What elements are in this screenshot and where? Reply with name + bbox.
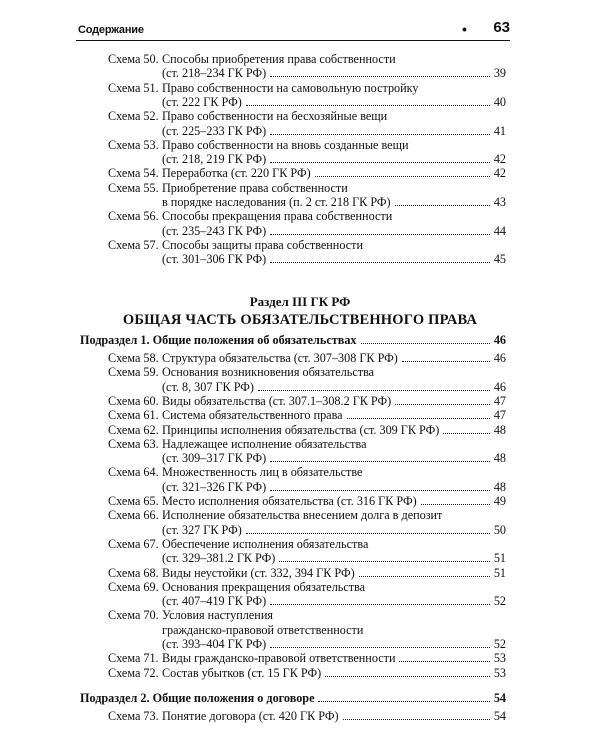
page-number: 63 (493, 19, 510, 36)
article-reference: (ст. 309–317 ГК РФ) (162, 451, 267, 466)
toc-entry-continuation[interactable] (162, 66, 506, 80)
leader-dots (279, 561, 490, 562)
scheme-title: Способы прекращения права собственности (162, 209, 393, 224)
scheme-page: 48 (493, 451, 506, 466)
scheme-number: Схема 56. (108, 209, 159, 224)
leader-dots (246, 105, 490, 106)
scheme-page: 50 (493, 522, 506, 537)
article-reference: (ст. 321–326 ГК РФ) (162, 479, 267, 494)
toc-entry-continuation[interactable] (162, 623, 506, 637)
scheme-title: Исполнение обязательства внесением долга в депозит (162, 508, 443, 523)
article-reference: (ст. 329–381.2 ГК РФ) (162, 551, 276, 566)
article-reference: (ст. 222 ГК РФ) (162, 94, 242, 109)
scheme-page: 48 (493, 422, 506, 437)
toc-entry-continuation[interactable] (162, 252, 506, 266)
toc-entry[interactable] (108, 580, 506, 594)
scheme-title: Основания возникновения обязательства (162, 365, 375, 380)
scheme-page: 42 (493, 166, 506, 181)
article-reference: (ст. 225–233 ГК РФ) (162, 123, 267, 138)
toc-entry-continuation[interactable] (162, 594, 506, 608)
scheme-title: Способы приобретения права собственности (162, 52, 396, 66)
toc-entry-continuation[interactable] (162, 451, 506, 465)
subsection-1-title: Подраздел 1. Общие положения об обязательствах (80, 333, 357, 347)
scheme-page: 51 (493, 551, 506, 566)
scheme-title: Способы защиты права собственности (162, 237, 363, 252)
toc-entry-continuation[interactable] (162, 224, 506, 238)
leader-dots (270, 262, 490, 263)
subsection-2-page: 54 (493, 691, 506, 705)
scheme-number: Схема 64. (108, 465, 159, 480)
toc-entry-continuation[interactable] (162, 95, 506, 109)
scheme-title: Приобретение права собственности (162, 180, 348, 195)
toc-entry[interactable] (108, 537, 506, 551)
scheme-number: Схема 50. (108, 52, 159, 66)
scheme-number: Схема 60. (108, 393, 159, 408)
toc-entry[interactable] (108, 465, 506, 479)
toc-entry[interactable] (108, 566, 506, 580)
scheme-number: Схема 53. (108, 137, 159, 152)
scheme-number: Схема 67. (108, 536, 159, 551)
scheme-page: 46 (493, 379, 506, 394)
toc-entry[interactable] (108, 81, 506, 95)
article-reference: (ст. 218, 219 ГК РФ) (162, 152, 267, 167)
scheme-number: Схема 54. (108, 166, 159, 181)
scheme-number: Схема 63. (108, 436, 159, 451)
toc-entry[interactable] (108, 138, 506, 152)
scheme-page: 52 (493, 637, 506, 651)
toc-entry[interactable] (108, 651, 506, 665)
scheme-number: Схема 61. (108, 408, 159, 423)
scheme-number: Схема 70. (108, 608, 159, 623)
scheme-number: Схема 71. (108, 651, 159, 666)
article-reference: (ст. 327 ГК РФ) (162, 522, 242, 537)
toc-subsection-2[interactable] (80, 691, 506, 705)
toc-entry[interactable] (108, 608, 506, 622)
toc-entry[interactable] (108, 52, 506, 66)
scheme-title: Надлежащее исполнение обязательства (162, 436, 367, 451)
leader-dots (270, 234, 490, 235)
scheme-page: 54 (493, 709, 506, 723)
scheme-number: Схема 52. (108, 109, 159, 124)
toc-entry-continuation[interactable] (162, 480, 506, 494)
leader-dots (270, 604, 490, 605)
toc-entry[interactable] (108, 508, 506, 522)
subsection-1-page: 46 (493, 333, 506, 347)
article-reference: (ст. 393–404 ГК РФ) (162, 637, 267, 651)
scheme-page: 49 (493, 494, 506, 508)
scheme-page: 53 (493, 665, 506, 680)
article-reference: (ст. 301–306 ГК РФ) (162, 252, 267, 267)
scheme-page: 44 (493, 223, 506, 238)
leader-dots (270, 134, 490, 135)
toc-entry-continuation[interactable] (162, 380, 506, 394)
scheme-page: 41 (493, 123, 506, 138)
toc-entry[interactable] (108, 666, 506, 680)
scheme-page: 43 (493, 195, 506, 209)
scheme-title: Множественность лиц в обязательстве (162, 465, 363, 480)
leader-dots (315, 176, 490, 177)
scheme-page: 53 (493, 651, 506, 666)
leader-dots (258, 390, 490, 391)
scheme-title: Право собственности на самовольную постройку (162, 80, 419, 95)
leader-dots (399, 661, 489, 662)
leader-dots (347, 418, 490, 419)
scheme-page: 46 (493, 351, 506, 365)
scheme-page: 51 (493, 565, 506, 580)
leader-dots (361, 343, 490, 344)
scheme-title: Право собственности на бесхозяйные вещи (162, 109, 388, 124)
leader-dots (402, 361, 490, 362)
leader-dots (270, 76, 490, 77)
scheme-number: Схема 66. (108, 508, 159, 523)
scheme-title: Условия наступления (162, 608, 273, 623)
article-reference: (ст. 235–243 ГК РФ) (162, 223, 267, 238)
bullet-icon: • (462, 21, 467, 37)
toc-entry[interactable] (108, 238, 506, 252)
article-reference: (ст. 407–419 ГК РФ) (162, 594, 267, 609)
scheme-title: Система обязательственного права (162, 408, 343, 423)
article-reference: (ст. 218–234 ГК РФ) (162, 66, 267, 81)
toc-entry[interactable] (108, 166, 506, 180)
toc-entry-continuation[interactable] (162, 195, 506, 209)
section-subtitle: Раздел III ГК РФ (249, 294, 351, 309)
subsection-2-title: Подраздел 2. Общие положения о договоре (80, 691, 315, 705)
scheme-title: Переработка (ст. 220 ГК РФ) (162, 166, 311, 181)
scheme-title: Виды гражданско-правовой ответственности (162, 651, 396, 666)
scheme-title: Место исполнения обязательства (ст. 316 ГК РФ) (162, 494, 417, 508)
scheme-title: Состав убытков (ст. 15 ГК РФ) (162, 665, 322, 680)
scheme-page: 48 (493, 479, 506, 494)
toc-entry-continuation[interactable] (162, 152, 506, 166)
toc-entry[interactable] (108, 109, 506, 123)
scheme-number: Схема 62. (108, 422, 159, 437)
scheme-title: Право собственности на вновь созданные вещи (162, 137, 409, 152)
toc-entry-continuation[interactable] (162, 124, 506, 138)
leader-dots (443, 433, 490, 434)
toc-entry-continuation[interactable] (162, 551, 506, 565)
scheme-number: Схема 57. (108, 237, 159, 252)
scheme-page: 47 (493, 408, 506, 423)
leader-dots (395, 205, 490, 206)
scheme-title: Виды обязательства (ст. 307.1–308.2 ГК РФ) (162, 393, 392, 408)
scheme-number: Схема 59. (108, 365, 159, 380)
scheme-page: 39 (493, 66, 506, 81)
toc-entry[interactable] (108, 394, 506, 408)
toc-entry-continuation[interactable] (162, 523, 506, 537)
scheme-number: Схема 72. (108, 665, 159, 680)
scheme-page: 40 (493, 94, 506, 109)
scheme-title: Виды неустойки (ст. 332, 394 ГК РФ) (162, 565, 355, 580)
scheme-title: Структура обязательства (ст. 307–308 ГК РФ) (162, 351, 398, 365)
article-reference: в порядке наследования (п. 2 ст. 218 ГК РФ) (162, 195, 391, 209)
toc-entry[interactable] (108, 365, 506, 379)
running-header-title: Содержание (78, 24, 144, 36)
toc-entry[interactable] (108, 408, 506, 422)
leader-dots (270, 647, 490, 648)
running-header (76, 16, 510, 41)
toc-entry[interactable] (108, 181, 506, 195)
toc-entry[interactable] (108, 209, 506, 223)
toc-subsection-1[interactable] (80, 333, 506, 347)
scheme-page: 42 (493, 152, 506, 167)
toc-entry-continuation[interactable] (162, 637, 506, 651)
scheme-number: Схема 65. (108, 494, 159, 508)
scheme-number: Схема 73. (108, 709, 159, 723)
scheme-title: Основания прекращения обязательства (162, 579, 366, 594)
article-reference: гражданско-правовой ответственности (162, 622, 364, 637)
leader-dots (343, 719, 490, 720)
article-reference: (ст. 8, 307 ГК РФ) (162, 379, 254, 394)
leader-dots (318, 701, 489, 702)
scheme-number: Схема 51. (108, 80, 159, 95)
scheme-title: Обеспечение исполнения обязательства (162, 536, 369, 551)
leader-dots (246, 533, 490, 534)
toc-entry[interactable] (108, 351, 506, 365)
toc-entry[interactable] (108, 423, 506, 437)
leader-dots (270, 490, 490, 491)
scheme-number: Схема 68. (108, 565, 159, 580)
toc-entry[interactable] (108, 437, 506, 451)
scheme-title: Понятие договора (ст. 420 ГК РФ) (162, 709, 339, 723)
leader-dots (270, 461, 490, 462)
section-title: ОБЩАЯ ЧАСТЬ ОБЯЗАТЕЛЬСТВЕННОГО ПРАВА (122, 312, 478, 328)
leader-dots (421, 504, 490, 505)
toc-entry[interactable] (108, 494, 506, 508)
scheme-number: Схема 55. (108, 180, 159, 195)
leader-dots (359, 576, 490, 577)
scheme-number: Схема 69. (108, 579, 159, 594)
leader-dots (395, 404, 490, 405)
leader-dots (270, 162, 490, 163)
scheme-title: Принципы исполнения обязательства (ст. 309 ГК РФ) (162, 422, 440, 437)
toc-entry[interactable] (108, 709, 506, 723)
scheme-page: 52 (493, 594, 506, 609)
scheme-page: 47 (493, 393, 506, 408)
scheme-page: 45 (493, 252, 506, 267)
scheme-number: Схема 58. (108, 351, 159, 365)
leader-dots (325, 676, 490, 677)
